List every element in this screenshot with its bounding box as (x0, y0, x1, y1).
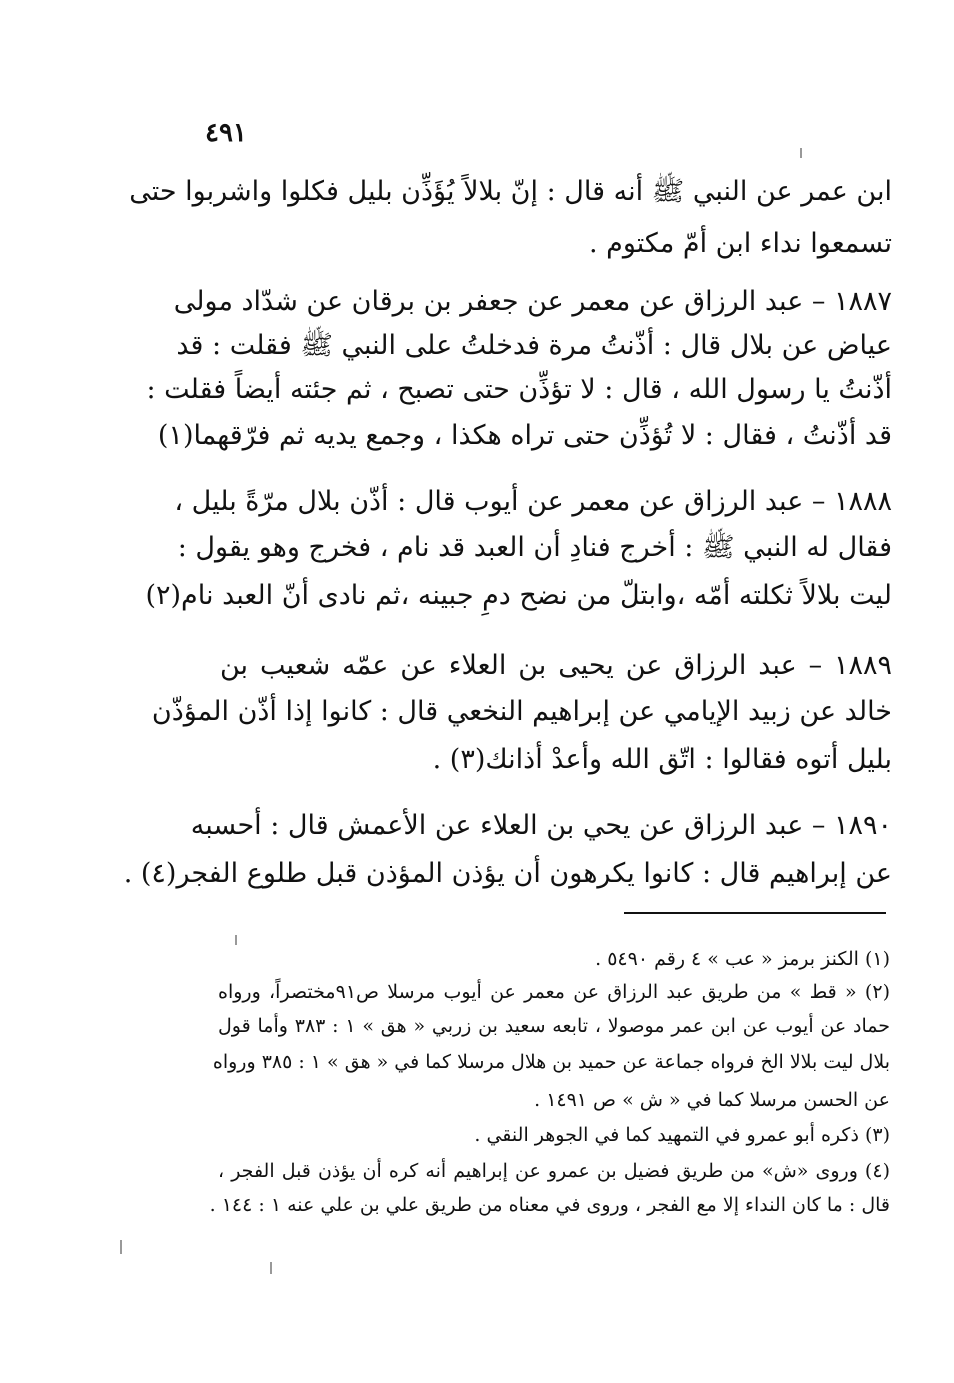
text-line: قد أذّنتُ ، فقال : لا تُؤذِّن حتى تراه هكذا ، وجمع يديه ثم فرّقهما(١) (157, 420, 892, 451)
footnote-line: قال : ما كان النداء إلا مع الفجر ، وروى في معناه من طريق علي بن علي عنه ١ : ١٤٤ . (209, 1194, 890, 1216)
scan-speck (120, 1240, 122, 1254)
text-line: عياض عن بلال قال : أذّنتُ مرة فدخلتُ على النبي ﷺ فقلت : قد (176, 330, 892, 361)
text-line: ١٨٨٩ – عبد الرزاق عن يحيى بن العلاء عن عمّه شعيب بن (220, 650, 892, 681)
footnote-line: عن الحسن مرسلا كما في « ش » ص ١٤٩١ . (534, 1089, 890, 1111)
text-line: ليت بلالاً ثكلته أمّه ،وابتلّ من نضح دمِ جبينه ،ثم نادى أنّ العبد نام(٢) (145, 580, 892, 611)
text-line: تسمعوا نداء ابن أمّ مكتوم . (588, 228, 892, 259)
footnote-line: (٤) وروى «ش» من طريق فضيل بن عمرو عن إبراهيم أنه كره أن يؤذن قبل الفجر ، (218, 1160, 890, 1182)
text-line: ١٨٨٧ – عبد الرزاق عن معمر عن جعفر بن برقان عن شدّاد مولى (173, 286, 892, 317)
footnote-line: (٣) ذكره أبو عمرو في التمهيد كما في الجوهر النقي . (474, 1124, 890, 1146)
text-line: خالد عن زبيد الإيامي عن إبراهيم النخعي قال : كانوا إذا أذّن المؤذّن (151, 696, 892, 727)
scan-speck (800, 148, 802, 158)
footnote-line: (١) الكنز برمز « عب » ٤ رقم ٥٤٩٠ . (595, 948, 890, 970)
footnote-line: (٢) « قط » من طريق عبد الرزاق عن معمر عن أيوب مرسلا ص٩١مختصراً، ورواه (218, 981, 890, 1003)
footnote-line: بلال ليت بلالا الخ فرواه جماعة عن حميد بن هلال مرسلا كما في « هق » ١ : ٣٨٥ ورواه (212, 1051, 890, 1073)
text-line: فقال له النبي ﷺ : أخرج فنادِ أن العبد قد نام ، فخرج وهو يقول : (177, 532, 892, 563)
footnote-divider (624, 912, 886, 914)
page-number: ٤٩١ (205, 118, 247, 148)
text-line: ١٨٨٨ – عبد الرزاق عن معمر عن أيوب قال : أذّن بلال مرّةً بليل ، (174, 486, 892, 517)
text-line: أذّنتُ يا رسول الله ، قال : لا تؤذِّن حتى تصبح ، ثم جئته أيضاً فقلت : (146, 374, 892, 405)
text-line: ١٨٩٠ – عبد الرزاق عن يحي بن العلاء عن الأعمش قال : أحسبه (190, 810, 892, 841)
text-line: بليل أتوه فقالوا : اتّق الله وأعدْ أذانك(٣) . (432, 744, 892, 775)
scan-speck (235, 935, 237, 945)
text-line: عن إبراهيم قال : كانوا يكرهون أن يؤذن المؤذن قبل طلوع الفجر(٤) . (123, 858, 892, 889)
scan-speck (270, 1262, 272, 1274)
text-line: ابن عمر عن النبي ﷺ أنه قال : إنّ بلالاً يُؤَذِّن بليل فكلوا واشربوا حتى (129, 176, 892, 207)
footnote-line: حماد عن أيوب عن ابن عمر موصولا ، تابعه سعيد بن زربي « هق » ١ : ٣٨٣ وأما قول (218, 1015, 891, 1037)
